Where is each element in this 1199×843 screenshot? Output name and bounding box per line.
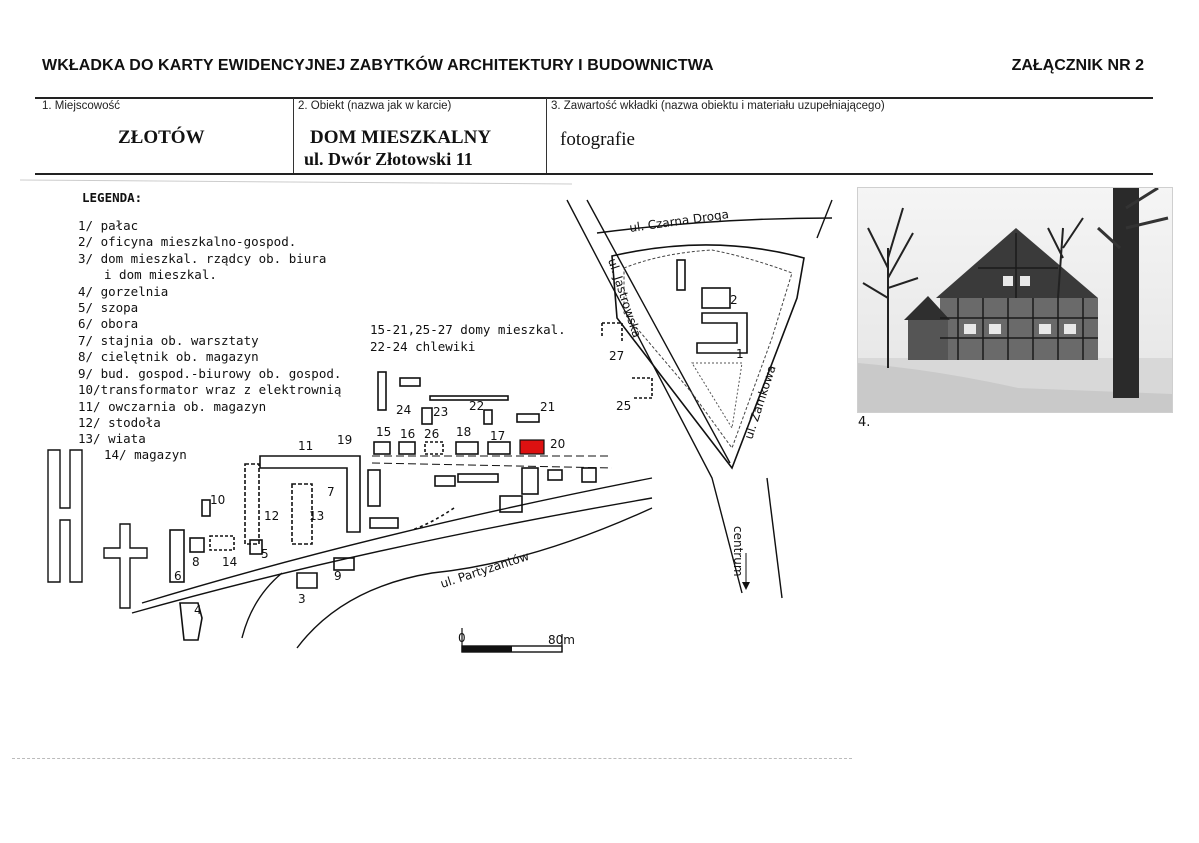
- locality-value: ZŁOTÓW: [118, 127, 205, 148]
- street-zamkowa: ul. Zamkowa: [741, 363, 779, 441]
- svg-text:7: 7: [327, 485, 335, 499]
- legend-item: i dom mieszkal.: [104, 267, 217, 282]
- site-plan: [12, 178, 852, 758]
- object-value-name: DOM MIESZKALNY: [310, 127, 492, 148]
- building-photo: [857, 187, 1173, 413]
- field-divider-2: [546, 98, 547, 173]
- svg-text:2: 2: [730, 293, 738, 307]
- pigsties-note: 22-24 chlewiki: [370, 339, 476, 354]
- svg-text:1: 1: [736, 347, 744, 361]
- svg-text:15: 15: [376, 425, 392, 439]
- svg-text:13: 13: [309, 509, 325, 523]
- svg-text:19: 19: [337, 433, 353, 447]
- street-partyzantow: ul. Partyzantów: [438, 548, 531, 591]
- svg-text:25: 25: [616, 399, 632, 413]
- svg-text:9: 9: [334, 569, 342, 583]
- building-20-highlight: [520, 440, 544, 454]
- legend-item: 6/ obora: [78, 316, 139, 331]
- legend-item: 11/ owczarnia ob. magazyn: [78, 399, 267, 414]
- svg-text:23: 23: [433, 405, 449, 419]
- houses-note: 15-21,25-27 domy mieszkal.: [370, 322, 566, 337]
- legend-item: 1/ pałac: [78, 218, 139, 233]
- svg-text:14: 14: [222, 555, 238, 569]
- svg-text:21: 21: [540, 400, 556, 414]
- svg-text:10: 10: [210, 493, 226, 507]
- scale-start: 0: [458, 631, 466, 645]
- scale-end: 80m: [548, 633, 575, 647]
- svg-text:22: 22: [469, 399, 485, 413]
- svg-text:4: 4: [194, 603, 202, 617]
- svg-text:26: 26: [424, 427, 440, 441]
- street-czarna-droga: ul. Czarna Droga: [628, 207, 730, 235]
- legend-item: 7/ stajnia ob. warsztaty: [78, 333, 259, 348]
- svg-text:8: 8: [192, 555, 200, 569]
- legend-item: 10/transformator wraz z elektrownią: [78, 382, 342, 397]
- svg-text:11: 11: [298, 439, 314, 453]
- legend-item: 14/ magazyn: [104, 447, 187, 462]
- svg-text:6: 6: [174, 569, 182, 583]
- svg-text:5: 5: [261, 547, 269, 561]
- street-jastrowska: ul. Jastrowska: [605, 256, 644, 340]
- svg-text:27: 27: [609, 349, 625, 363]
- legend-item: 12/ stodoła: [78, 415, 161, 430]
- document-title: WKŁADKA DO KARTY EWIDENCYJNEJ ZABYTKÓW ARCHITEKTURY I BUDOWNICTWA: [42, 57, 714, 74]
- header-top-rule: [35, 97, 1153, 99]
- field-divider-1: [293, 98, 294, 173]
- legend-item: 9/ bud. gospod.-biurowy ob. gospod.: [78, 366, 342, 381]
- legend-item: 8/ cielętnik ob. magazyn: [78, 349, 259, 364]
- street-centrum: centrum: [731, 526, 745, 577]
- svg-text:16: 16: [400, 427, 416, 441]
- photo-caption: 4.: [858, 415, 871, 430]
- legend-item: 13/ wiata: [78, 431, 146, 446]
- svg-text:18: 18: [456, 425, 472, 439]
- object-value-address: ul. Dwór Złotowski 11: [304, 149, 473, 169]
- legend-item: 2/ oficyna mieszkalno-gospod.: [78, 234, 297, 249]
- legend-item: 4/ gorzelnia: [78, 284, 169, 299]
- map-bottom-edge: [12, 758, 852, 759]
- svg-text:24: 24: [396, 403, 412, 417]
- content-label: 3. Zawartość wkładki (nazwa obiektu i materiału uzupełniającego): [551, 100, 885, 112]
- svg-text:20: 20: [550, 437, 566, 451]
- legend-item: 5/ szopa: [78, 300, 139, 315]
- svg-text:12: 12: [264, 509, 280, 523]
- object-label: 2. Obiekt (nazwa jak w karcie): [298, 100, 452, 112]
- annex-number: ZAŁĄCZNIK NR 2: [1011, 57, 1144, 74]
- content-value: fotografie: [560, 129, 635, 150]
- legend-item: 3/ dom mieszkal. rządcy ob. biura: [78, 251, 327, 266]
- svg-text:3: 3: [298, 592, 306, 606]
- legend-title: LEGENDA:: [82, 190, 143, 205]
- svg-text:17: 17: [490, 429, 506, 443]
- locality-label: 1. Miejscowość: [42, 100, 120, 112]
- header-bottom-rule: [35, 173, 1153, 175]
